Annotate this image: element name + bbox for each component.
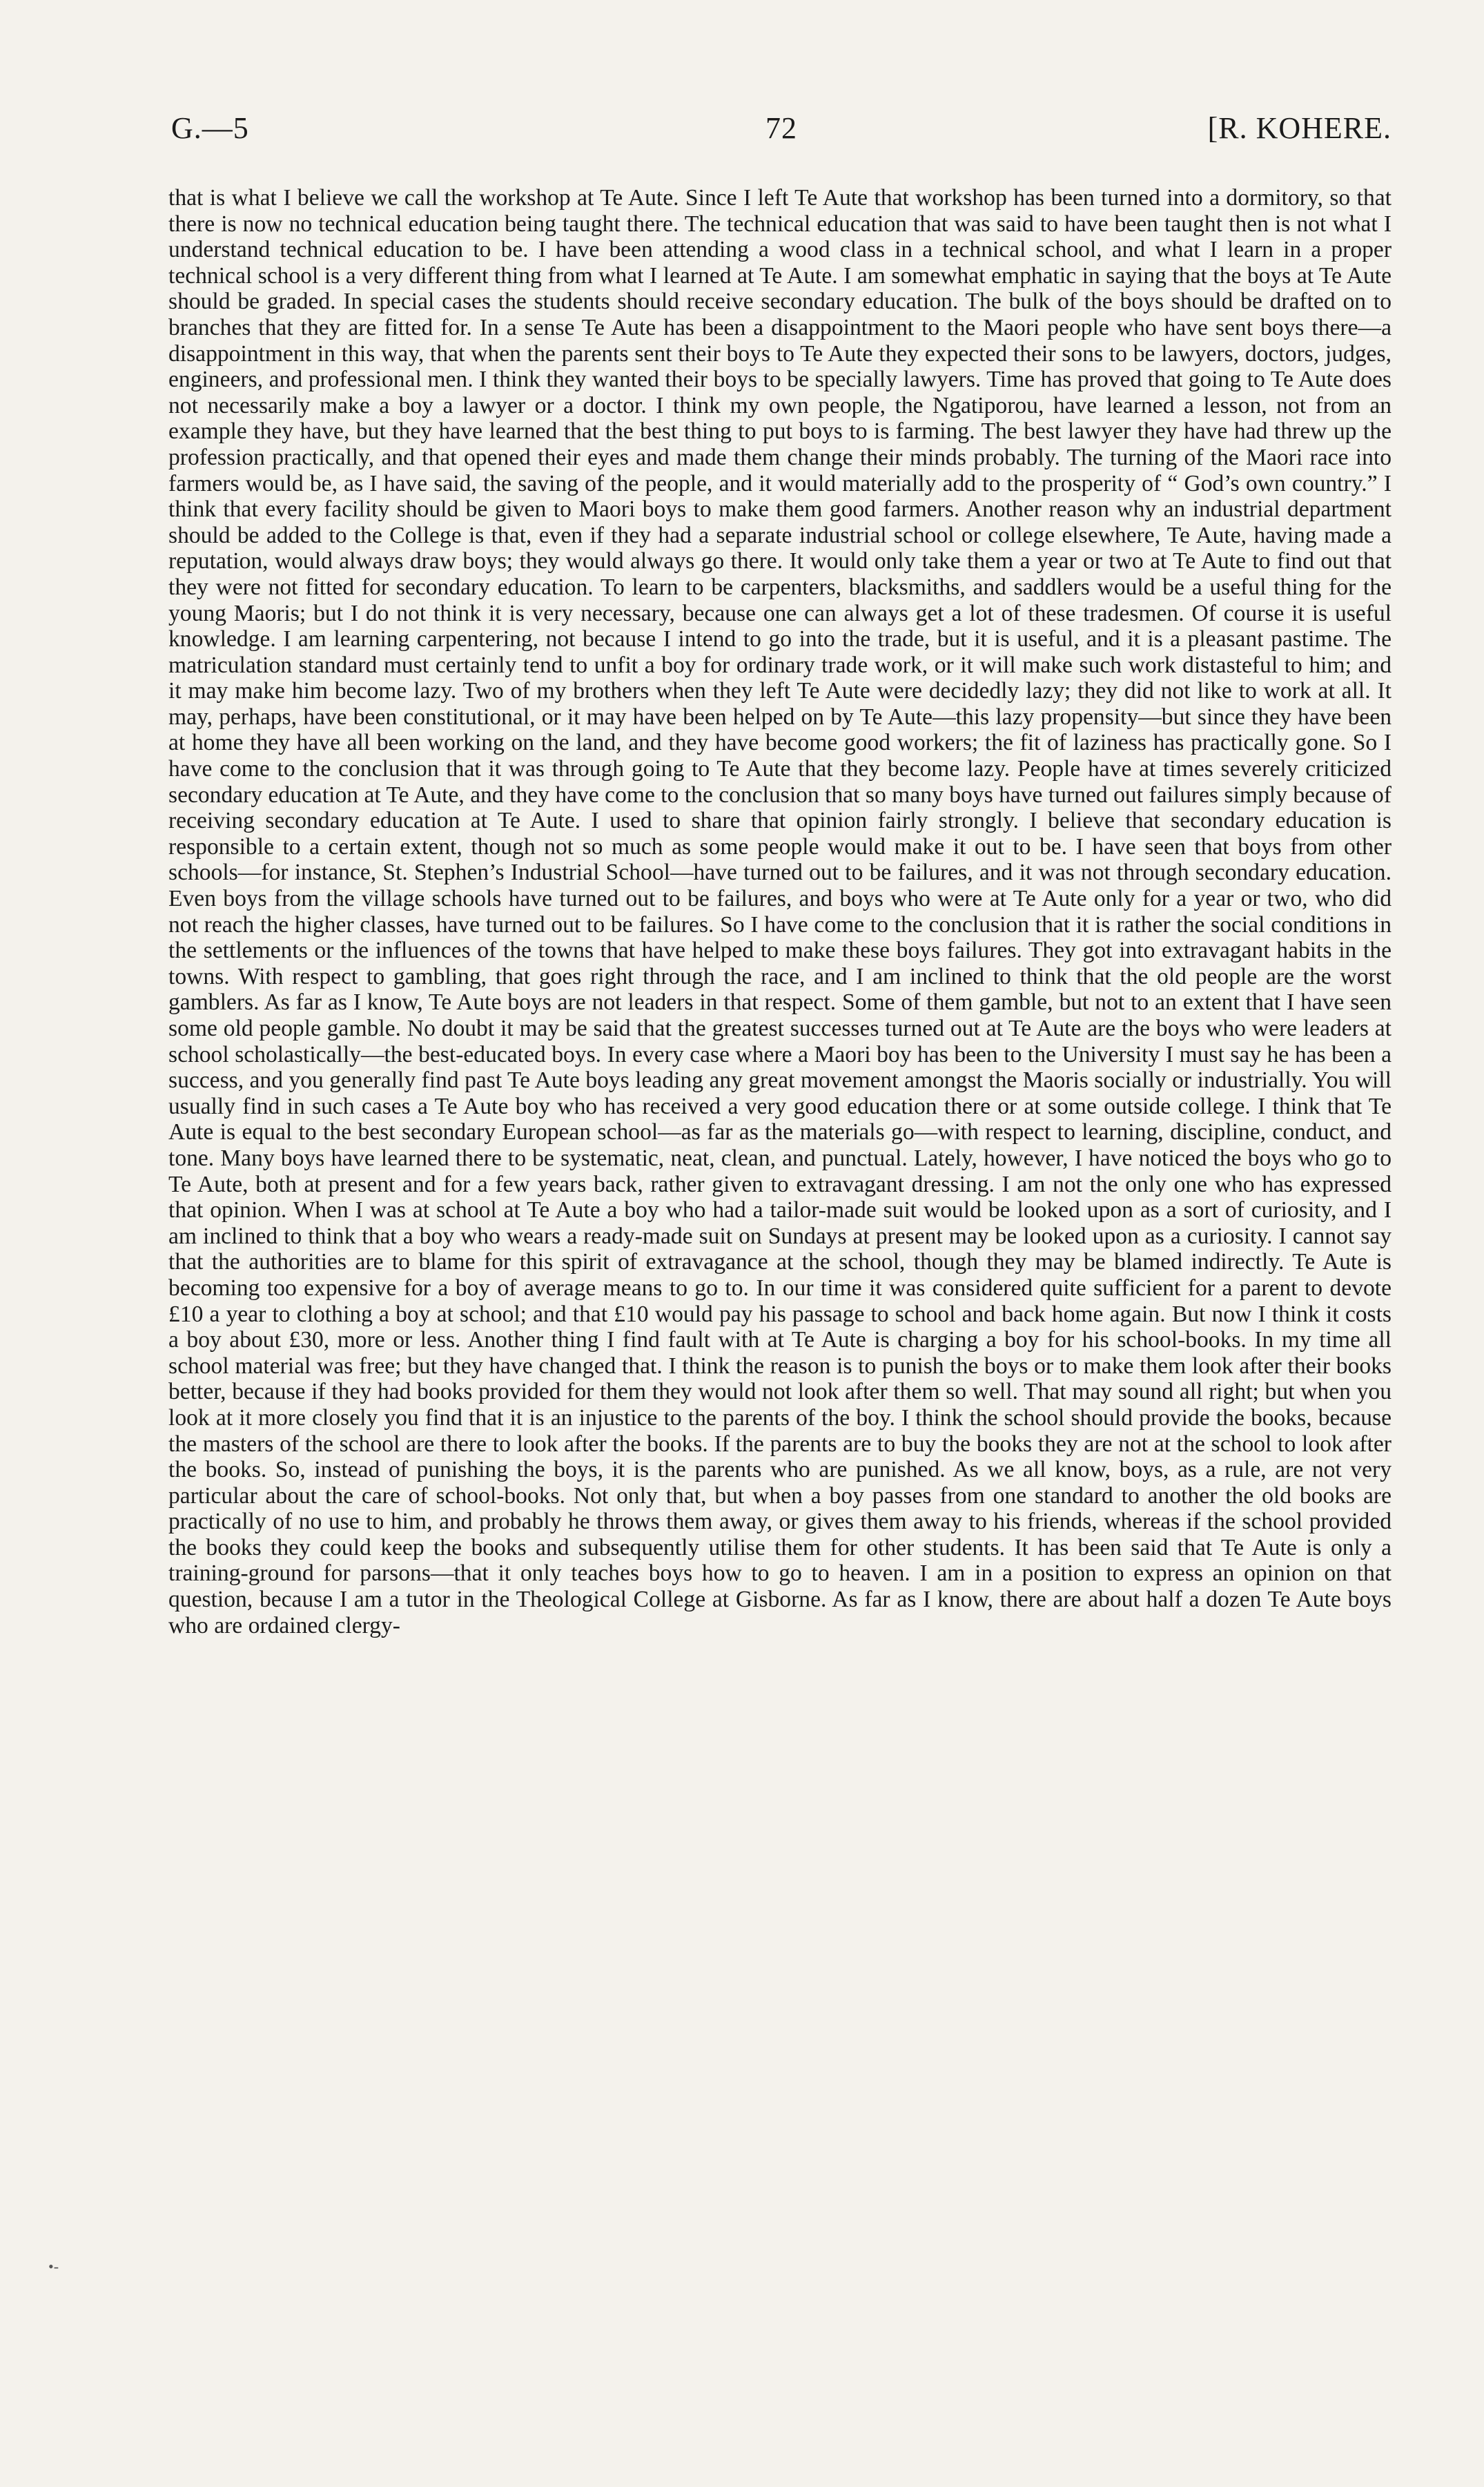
page-number: 72 bbox=[765, 111, 797, 145]
page-header bbox=[171, 110, 1392, 152]
document-reference: G.—5 bbox=[171, 111, 249, 145]
margin-mark: •- bbox=[48, 2258, 59, 2275]
body-paragraph: that is what I believe we call the workshop at Te Aute. Since I left Te Aute that workshop has been turned into a dormitory, so that there is now no technical education being taught there. The technical education that was said to have been taught then is not what I understand technical education to be. I have been attending a wood class in a technical school, and what I learn in a proper technical school is a very different thing from what I learned at Te Aute. I am somewhat emphatic in saying that the boys at Te Aute should be graded. In special cases the students should receive secondary education. The bulk of the boys should be drafted on to branches that they are fitted for. In a sense Te Aute has been a disappointment to the Maori people who have sent boys there—a disappointment in this way, that when the parents sent their boys to Te Aute they expected their sons to be lawyers, doctors, judges, engineers, and professional men. I think they wanted their boys to be specially lawyers. Time has proved that going to Te Aute does not necessarily make a boy a lawyer or a doctor. I think my own people, the Ngatiporou, have learned a lesson, not from an example they have, but they have learned that the best thing to put boys to is farming. The best lawyer they have had threw up the profession practically, and that opened their eyes and made them change their minds probably. The turning of the Maori race into farmers would be, as I have said, the saving of the people, and it would materially add to the prosperity of “ God’s own country.” I think that every facility should be given to Maori boys to make them good farmers. Another reason why an industrial department should be added to the College is that, even if they had a separate industrial school or college elsewhere, Te Aute, having made a reputation, would always draw boys; they would always go there. It would only take them a year or two at Te Aute to find out that they were not fitted for secondary education. To learn to be carpenters, blacksmiths, and saddlers would be a useful thing for the young Maoris; but I do not think it is very necessary, because one can always get a lot of these tradesmen. Of course it is useful knowledge. I am learning carpentering, not because I intend to go into the trade, but it is useful, and it is a pleasant pastime. The matriculation standard must certainly tend to unfit a boy for ordinary trade work, or it will make such work distasteful to him; and it may make him become lazy. Two of my brothers when they left Te Aute were decidedly lazy; they did not like to work at all. It may, perhaps, have been constitutional, or it may have been helped on by Te Aute—this lazy propensity—but since they have been at home they have all been working on the land, and they have become good workers; the fit of laziness has practically gone. So I have come to the conclusion that it was through going to Te Aute that they become lazy. People have at times severely criticized secondary education at Te Aute, and they have come to the conclusion that so many boys have turned out failures simply because of receiving secondary education at Te Aute. I used to share that opinion fairly strongly. I believe that secondary education is responsible to a certain extent, though not so much as some people would make it out to be. I have seen that boys from other schools—for instance, St. Stephen’s Industrial School—have turned out to be failures, and it was not through secondary education. Even boys from the village schools have turned out to be failures, and boys who were at Te Aute only for a year or two, who did not reach the higher classes, have turned out to be failures. So I have come to the conclusion that it is rather the social conditions in the settlements or the influences of the towns that have helped to make these boys failures. They got into extravagant habits in the towns. With respect to gambling, that goes right through the race, and I am inclined to think that the old people are the worst gamblers. As far as I know, Te Aute boys are not leaders in that respect. Some of them gamble, but not to an extent that I have seen some old people gamble. No doubt it may be said that the greatest successes turned out at Te Aute are the boys who were leaders at school scholastically—the best-educated boys. In every case where a Maori boy has been to the University I must say he has been a success, and you generally find past Te Aute boys leading any great movement amongst the Maoris socially or industrially. You will usually find in such cases a Te Aute boy who has received a very good education there or at some outside college. I think that Te Aute is equal to the best secondary European school—as far as the materials go—with respect to learning, discipline, conduct, and tone. Many boys have learned there to be systematic, neat, clean, and punctual. Lately, however, I have noticed the boys who go to Te Aute, both at present and for a few years back, rather given to extravagant dressing. I am not the only one who has expressed that opinion. When I was at school at Te Aute a boy who had a tailor-made suit would be looked upon as a sort of curiosity, and I am inclined to think that a boy who wears a ready-made suit on Sundays at present may be looked upon as a curiosity. I cannot say that the authorities are to blame for this spirit of extravagance at the school, though they may be blamed indirectly. Te Aute is becoming too expensive for a boy of average means to go to. In our time it was considered quite sufficient for a parent to devote £10 a year to clothing a boy at school; and that £10 would pay his passage to school and back home again. But now I think it costs a boy about £30, more or less. Another thing I find fault with at Te Aute is charging a boy for his school-books. In my time all school material was free; but they have changed that. I think the reason is to punish the boys or to make them look after their books better, because if they had books provided for them they would not look after them so well. That may sound all right; but when you look at it more closely you find that it is an injustice to the parents of the boy. I think the school should provide the books, because the masters of the school are there to look after the books. If the parents are to buy the books they are not at the school to look after the books. So, instead of punishing the boys, it is the parents who are punished. As we all know, boys, as a rule, are not very particular about the care of school-books. Not only that, but when a boy passes from one standard to another the old books are practically of no use to him, and probably he throws them away, or gives them away to his friends, whereas if the school provided the books they could keep the books and subsequently utilise them for other students. It has been said that Te Aute is only a training-ground for parsons—that it only teaches boys how to go to heaven. I am in a position to express an opinion on that question, because I am a tutor in the Theological College at Gisborne. As far as I know, there are about half a dozen Te Aute boys who are ordained clergy- bbox=[168, 185, 1392, 1638]
running-head-speaker: [R. KOHERE. bbox=[1207, 111, 1392, 145]
